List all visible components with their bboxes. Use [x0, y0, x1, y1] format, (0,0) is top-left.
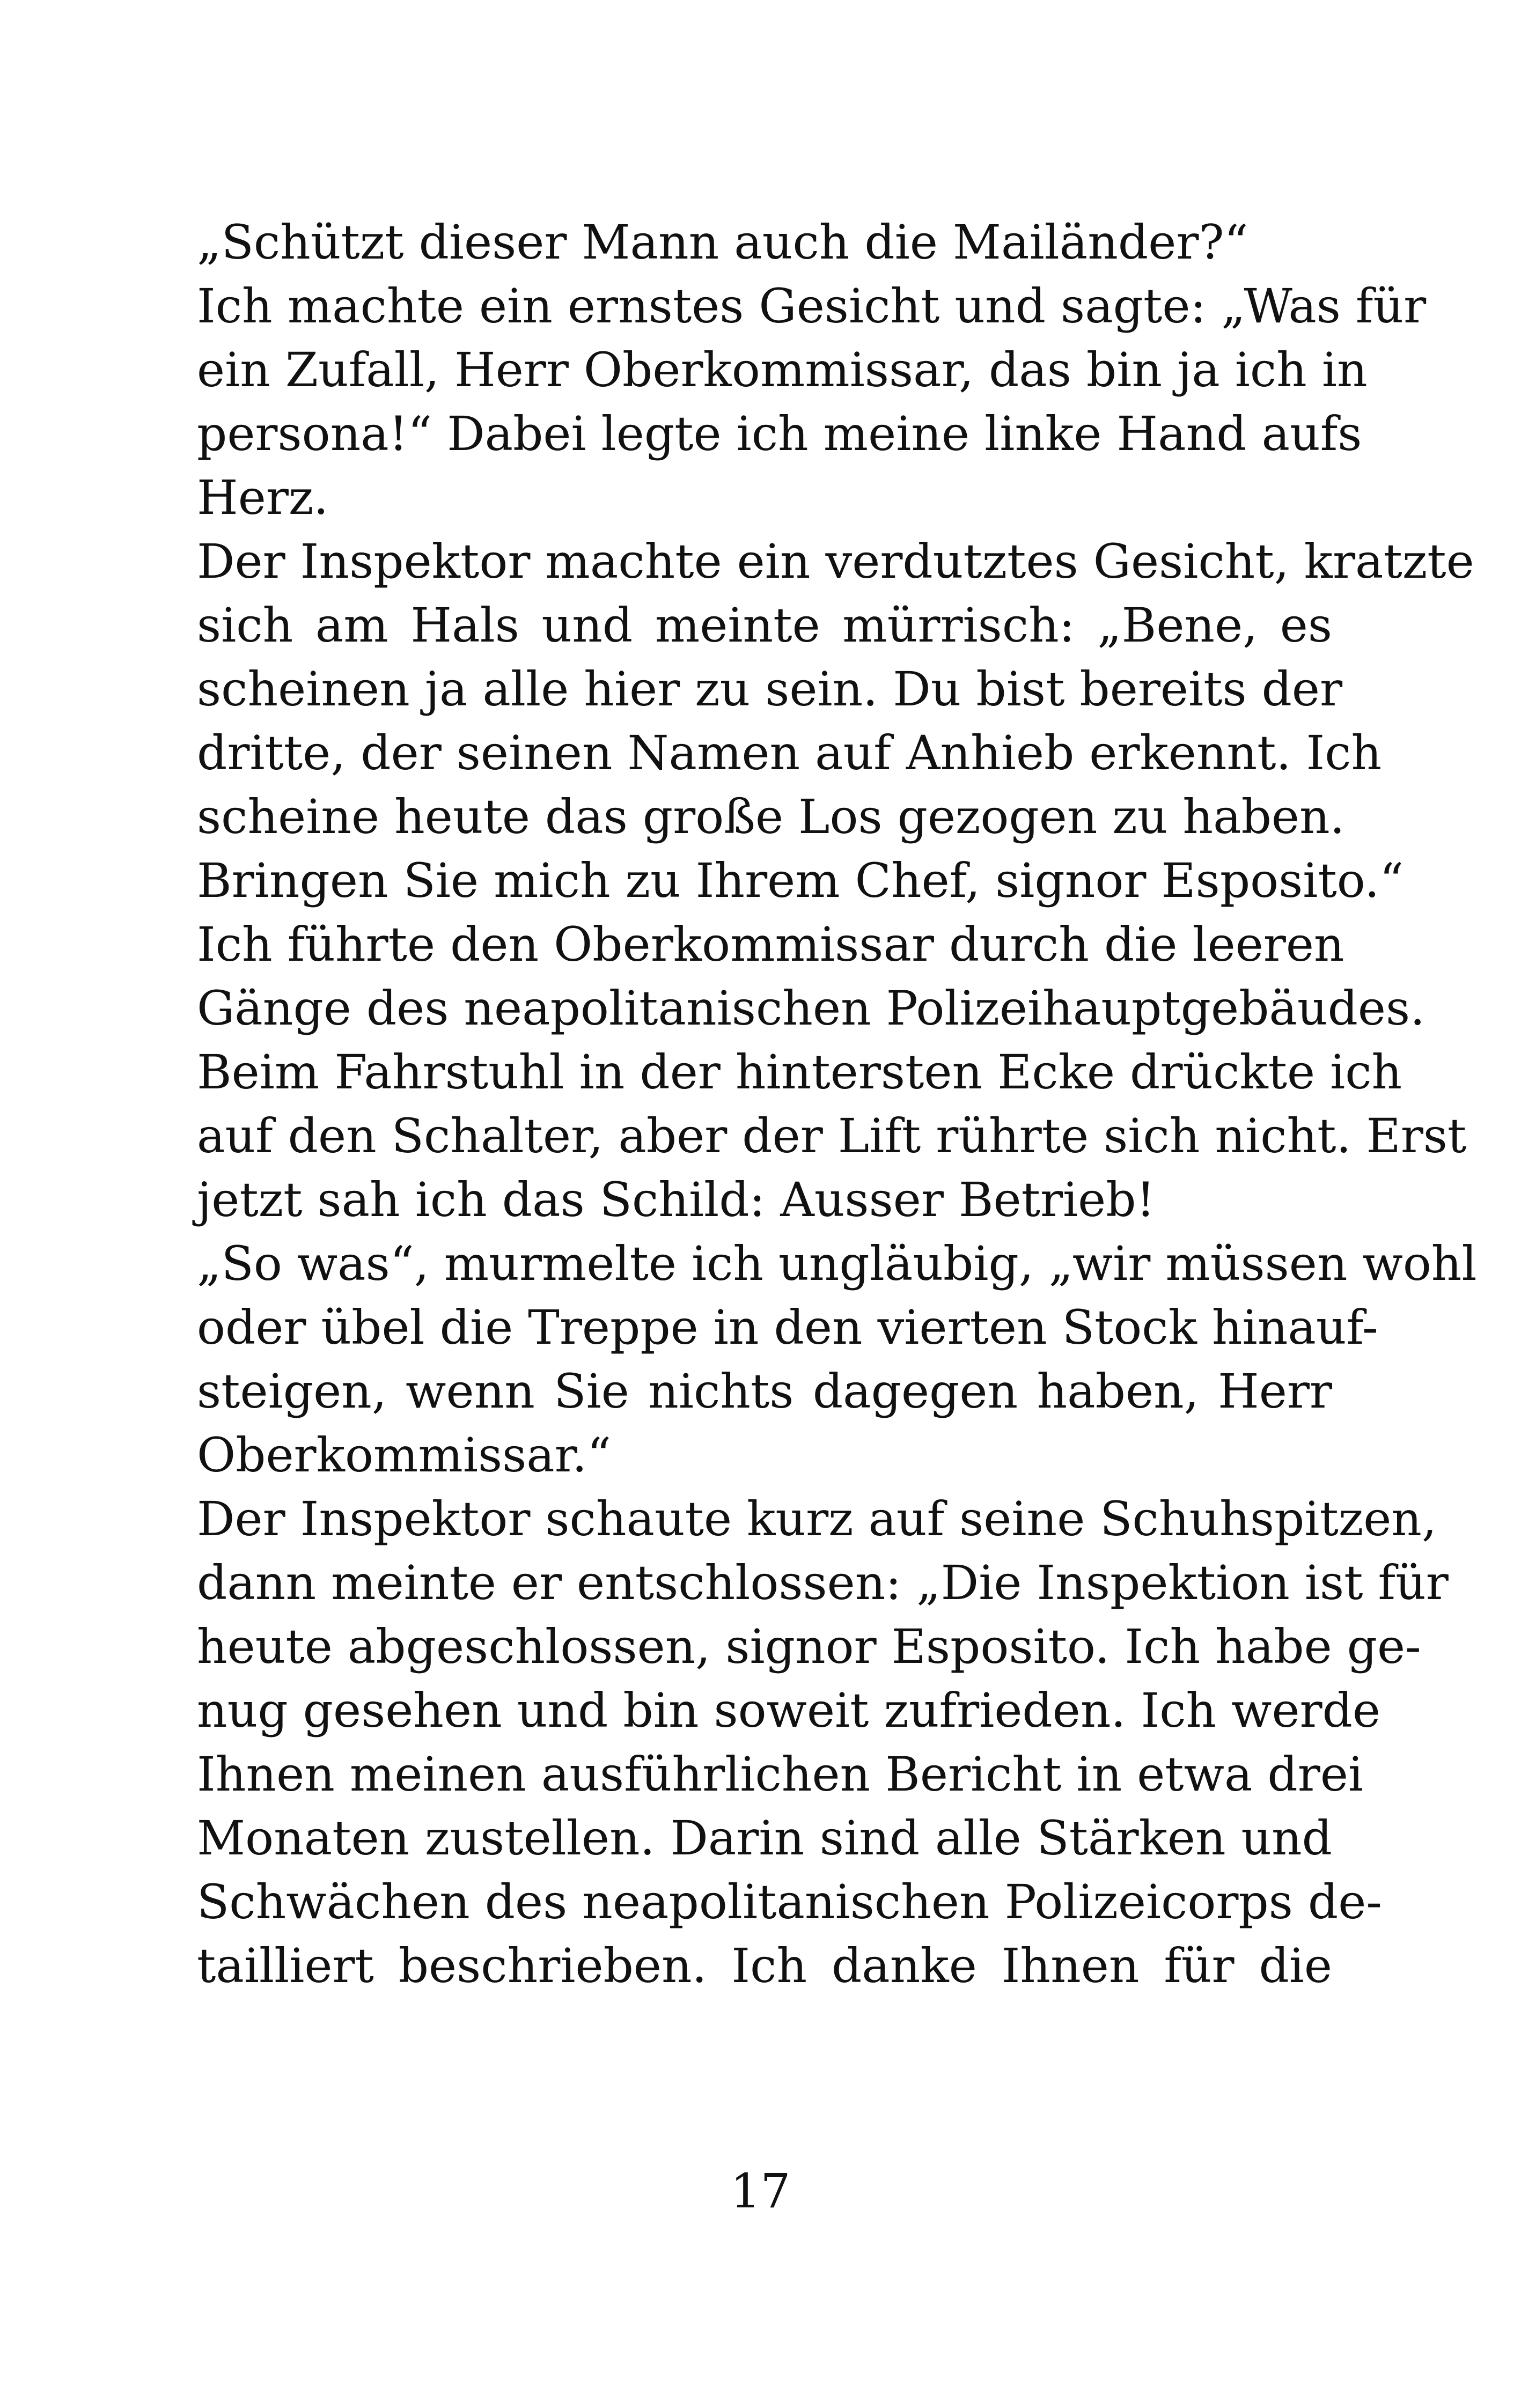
text-line: Oberkommissar.“	[197, 1427, 612, 1483]
text-line: Ich führte den Oberkommissar durch die leeren	[197, 917, 1344, 972]
text-line: oder übel die Treppe in den vierten Stock hinauf-	[197, 1300, 1378, 1355]
text-line: sich am Hals und meinte mürrisch: „Bene, es	[197, 598, 1332, 653]
text-line: dritte, der seinen Namen auf Anhieb erkennt. Ich	[197, 725, 1382, 780]
text-line: heute abgeschlossen, signor Esposito. Ich habe ge-	[197, 1619, 1421, 1674]
text-line: persona!“ Dabei legte ich meine linke Hand aufs	[197, 406, 1362, 461]
text-line: ein Zufall, Herr Oberkommissar, das bin ja ich in	[197, 342, 1368, 397]
text-line: Ihnen meinen ausführlichen Bericht in etwa drei	[197, 1747, 1364, 1802]
text-line: Ich machte ein ernstes Gesicht und sagte: „Was für	[197, 278, 1427, 334]
text-line: jetzt sah ich das Schild: Ausser Betrieb!	[197, 1172, 1155, 1227]
text-line: steigen, wenn Sie nichts dagegen haben, Herr	[197, 1364, 1332, 1419]
text-line: Schwächen des neapolitanischen Polizeicorps de-	[197, 1874, 1383, 1930]
text-line: tailliert beschrieben. Ich danke Ihnen für die	[197, 1938, 1332, 1993]
body-text	[197, 210, 1477, 1998]
text-line: nug gesehen und bin soweit zufrieden. Ich werde	[197, 1683, 1381, 1738]
text-line: „Schützt dieser Mann auch die Mailänder?“	[197, 215, 1248, 270]
text-line: Monaten zustellen. Darin sind alle Stärken und	[197, 1810, 1332, 1866]
text-line: auf den Schalter, aber der Lift rührte sich nicht. Erst	[197, 1108, 1467, 1164]
text-line: scheinen ja alle hier zu sein. Du bist bereits der	[197, 661, 1343, 717]
text-line: Der Inspektor schaute kurz auf seine Schuhspitzen,	[197, 1491, 1437, 1547]
text-line: Gänge des neapolitanischen Polizeihauptgebäudes.	[197, 981, 1426, 1036]
text-line: dann meinte er entschlossen: „Die Inspektion ist für	[197, 1555, 1449, 1610]
text-line: „So was“, murmelte ich ungläubig, „wir müssen wohl	[197, 1236, 1477, 1291]
text-line: Beim Fahrstuhl in der hintersten Ecke drückte ich	[197, 1044, 1402, 1100]
text-line: scheine heute das große Los gezogen zu haben.	[197, 789, 1345, 844]
text-line: Der Inspektor machte ein verdutztes Gesicht, kratzte	[197, 534, 1474, 589]
page-number: 17	[730, 2163, 791, 2219]
text-line: Bringen Sie mich zu Ihrem Chef, signor Esposito.“	[197, 853, 1404, 908]
text-line: Herz.	[197, 470, 329, 525]
